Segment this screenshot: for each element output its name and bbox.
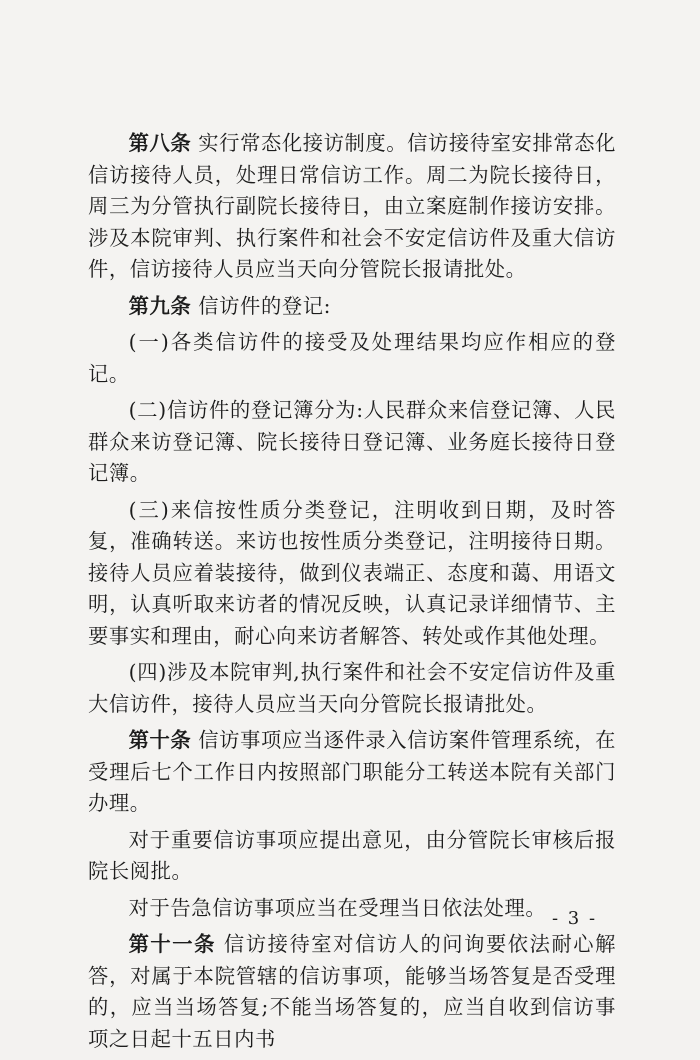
paragraph-text: (一)各类信访件的接受及处理结果均应作相应的登记。 <box>88 330 616 386</box>
document-body <box>88 128 616 1060</box>
paragraph-text: 信访事项应当逐件录入信访案件管理系统，在受理后七个工作日内按照部门职能分工转送本院有关部门办理。 <box>88 728 616 815</box>
article-heading: 第八条 <box>128 131 192 155</box>
article-11 <box>88 929 616 1055</box>
article-8 <box>88 128 616 286</box>
article-10-para-3 <box>88 893 616 925</box>
article-heading: 第十条 <box>128 728 192 752</box>
article-9-item-3 <box>88 495 616 653</box>
page-number: - 3 - <box>552 908 598 929</box>
paragraph-text: (三)来信按性质分类登记，注明收到日期，及时答复，准确转送。来访也按性质分类登记，注明接待日期。接待人员应着装接待，做到仪表端正、态度和蔼、用语文明，认真听取来访者的情况反映，认真记录详细情节、主要事实和理由，耐心向来访者解答、转处或作其他处理。 <box>88 497 616 648</box>
article-10 <box>88 725 616 820</box>
article-9 <box>88 291 616 323</box>
article-10-para-2 <box>88 825 616 888</box>
article-9-item-4 <box>88 657 616 720</box>
article-heading: 第九条 <box>128 293 192 318</box>
paragraph-text: 对于告急信访事项应当在受理当日依法处理。 <box>128 895 547 920</box>
paragraph-text: 信访件的登记: <box>191 293 332 318</box>
paragraph-text: (二)信访件的登记簿分为:人民群众来信登记簿、人民群众来访登记簿、院长接待日登记簿、业务庭长接待日登记簿。 <box>88 398 616 485</box>
article-9-item-2 <box>88 395 616 490</box>
paragraph-text: 实行常态化接访制度。信访接待室安排常态化信访接待人员，处理日常信访工作。周二为院长接待日，周三为分管执行副院长接待日，由立案庭制作接访安排。涉及本院审判、执行案件和社会不安定信访件及重大信访件，信访接待人员应当天向分管院长报请批处。 <box>88 131 616 281</box>
paragraph-text: 信访接待室对信访人的问询要依法耐心解答，对属于本院管辖的信访事项，能够当场答复是否受理的，应当当场答复;不能当场答复的，应当自收到信访事项之日起十五日内书 <box>88 932 616 1051</box>
paragraph-text: (四)涉及本院审判,执行案件和社会不安定信访件及重大信访件，接待人员应当天向分管院长报请批处。 <box>88 660 616 716</box>
paragraph-text: 对于重要信访事项应提出意见，由分管院长审核后报院长阅批。 <box>88 827 616 883</box>
article-9-item-1 <box>88 327 616 390</box>
article-heading: 第十一条 <box>128 932 216 956</box>
